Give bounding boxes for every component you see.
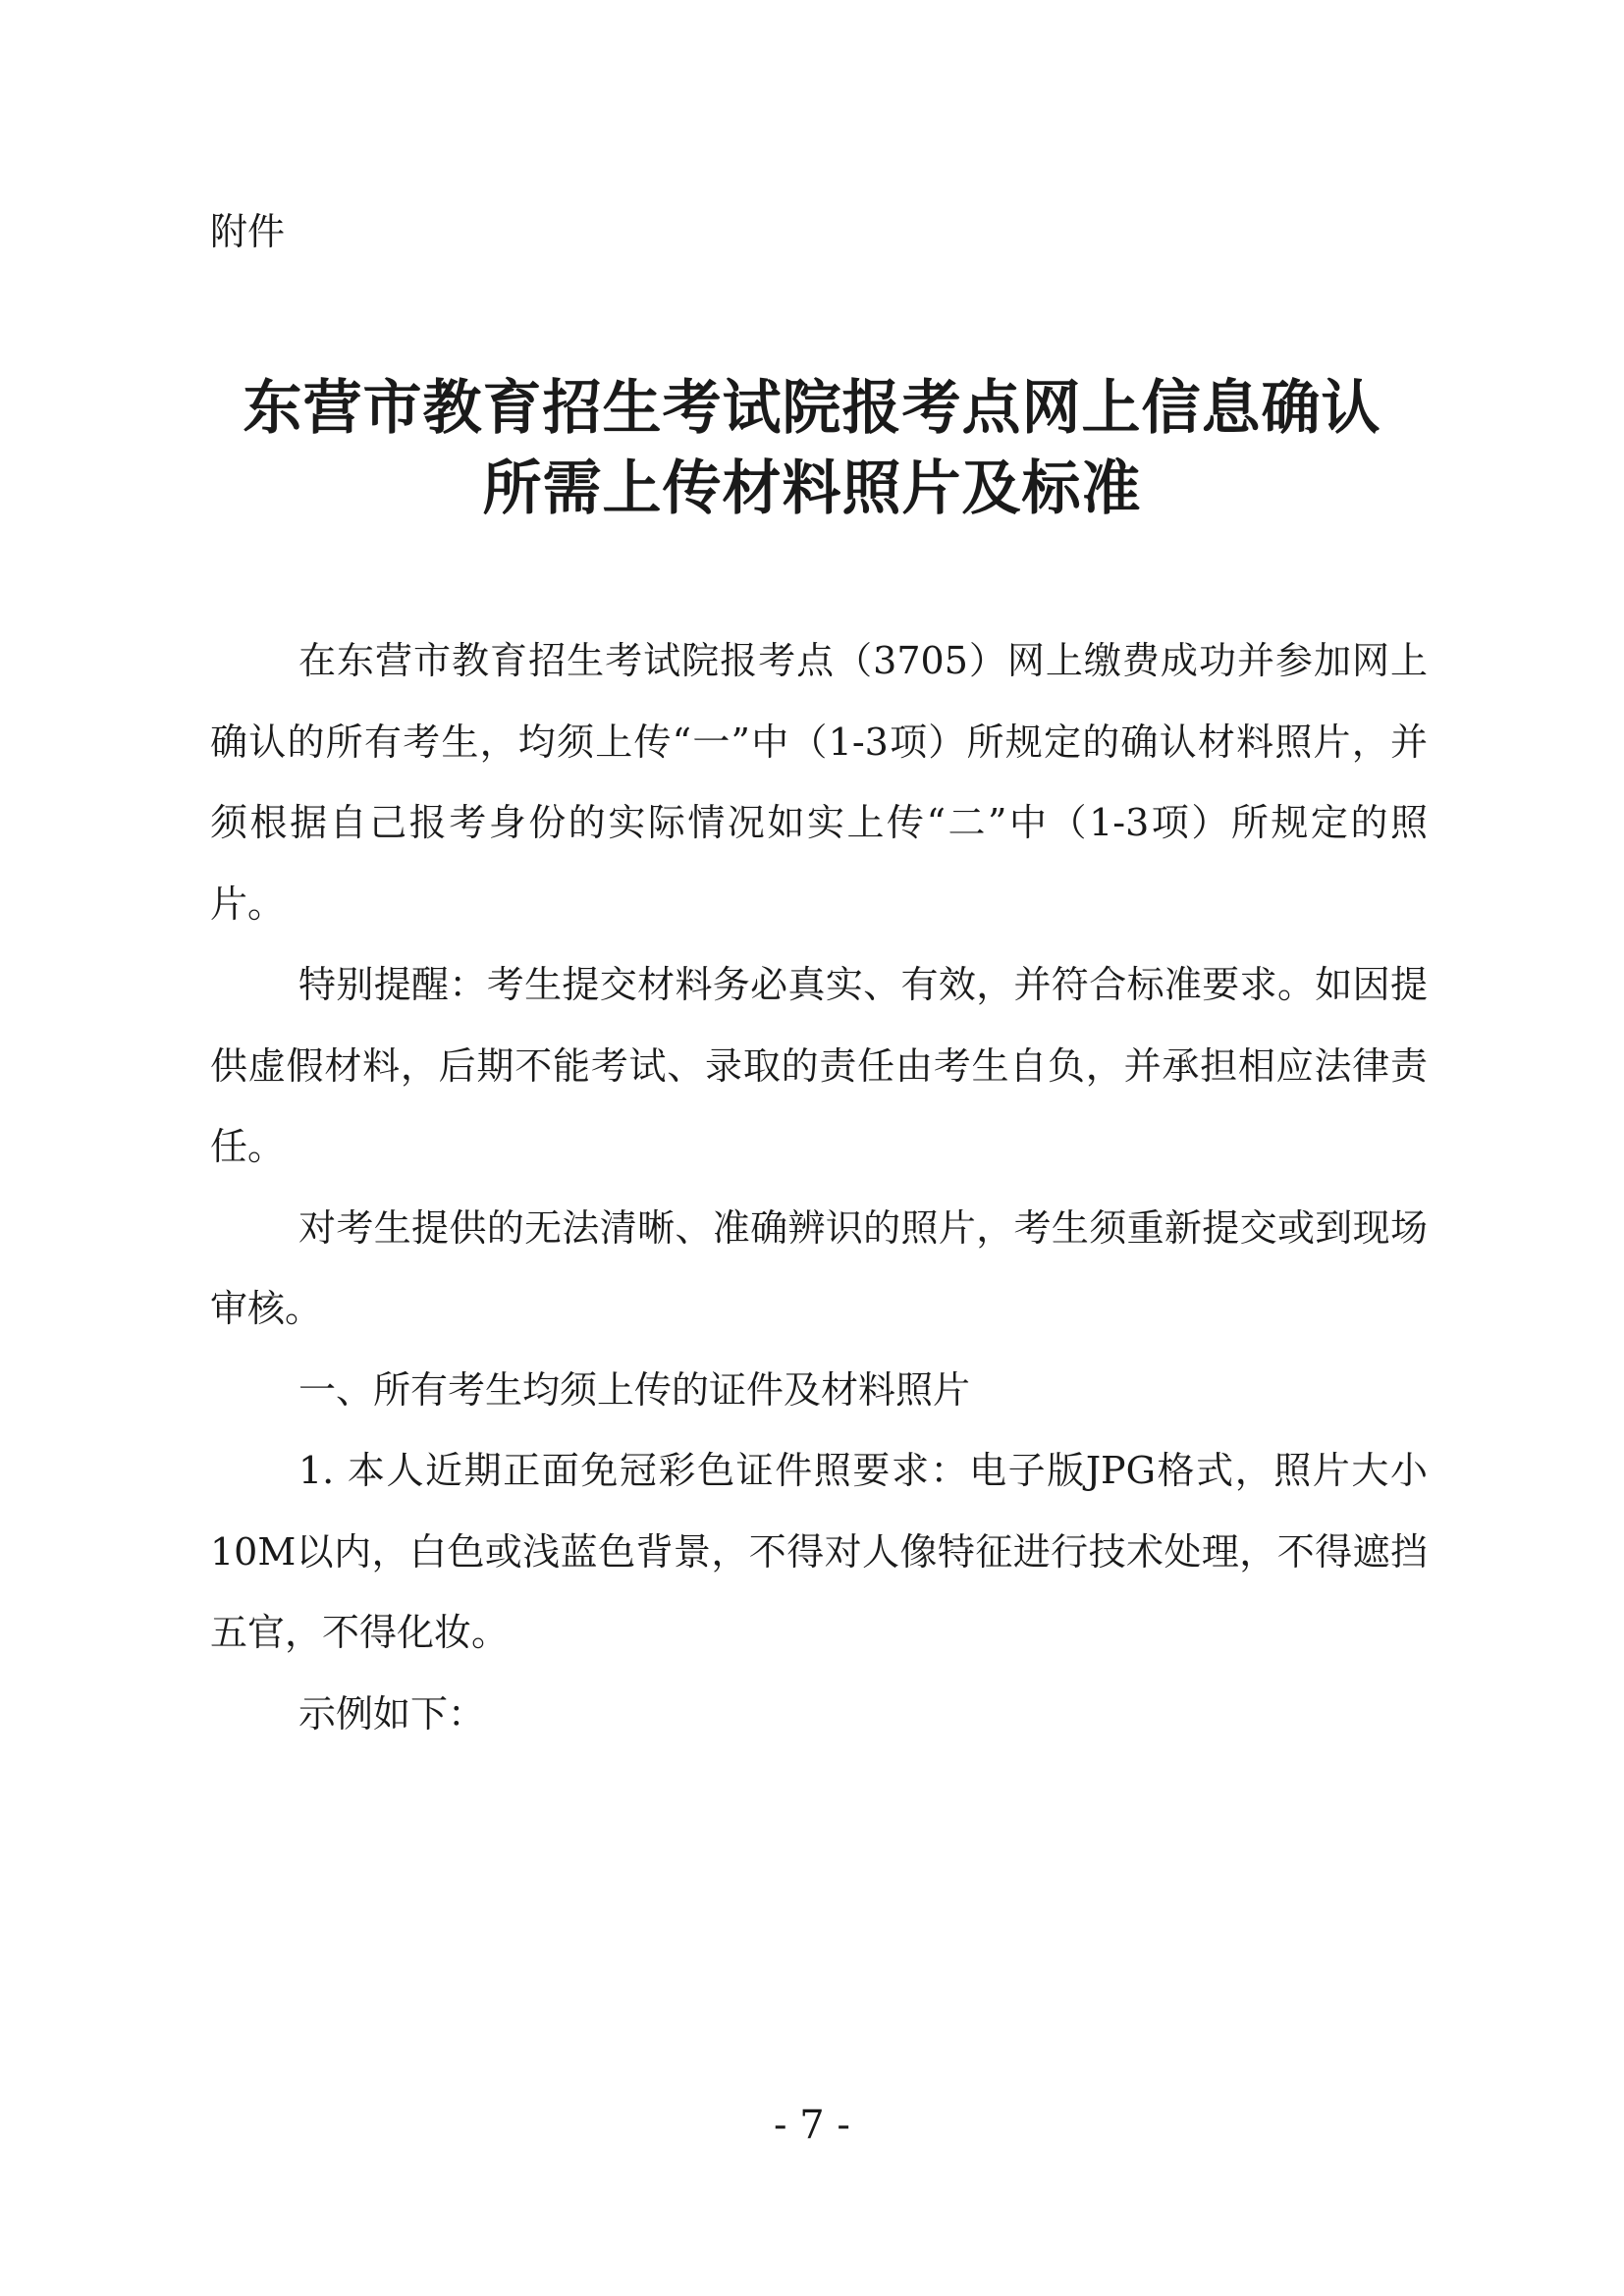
example-label: 示例如下：: [298, 1691, 486, 1735]
document-body: [210, 620, 1428, 1754]
document-title-line2: 所需上传材料照片及标准: [482, 454, 1142, 523]
section1-item1: 1. 本人近期正面免冠彩色证件照要求：电子版JPG格式，照片大小10M以内，白色或浅蓝色背景，不得对人像特征进行技术处理，不得遮挡五官，不得化妆。: [210, 1449, 1428, 1654]
resubmit-paragraph: 对考生提供的无法清晰、准确辨识的照片，考生须重新提交或到现场审核。: [210, 1205, 1428, 1330]
page-number: - 7 -: [774, 2103, 850, 2148]
section1-heading: 一、所有考生均须上传的证件及材料照片: [298, 1367, 971, 1412]
attachment-label: 附件: [210, 210, 286, 253]
reminder-paragraph: 特别提醒：考生提交材料务必真实、有效，并符合标准要求。如因提供虚假材料，后期不能考试、录取的责任由考生自负，并承担相应法律责任。: [210, 963, 1428, 1168]
document-title-line1: 东营市教育招生考试院报考点网上信息确认: [243, 374, 1381, 443]
intro-paragraph: 在东营市教育招生考试院报考点（3705）网上缴费成功并参加网上确认的所有考生，均须上传“一”中（1-3项）所规定的确认材料照片，并须根据自己报考身份的实际情况如实上传“二”中（1-3项）所规定的照片。: [210, 639, 1428, 926]
